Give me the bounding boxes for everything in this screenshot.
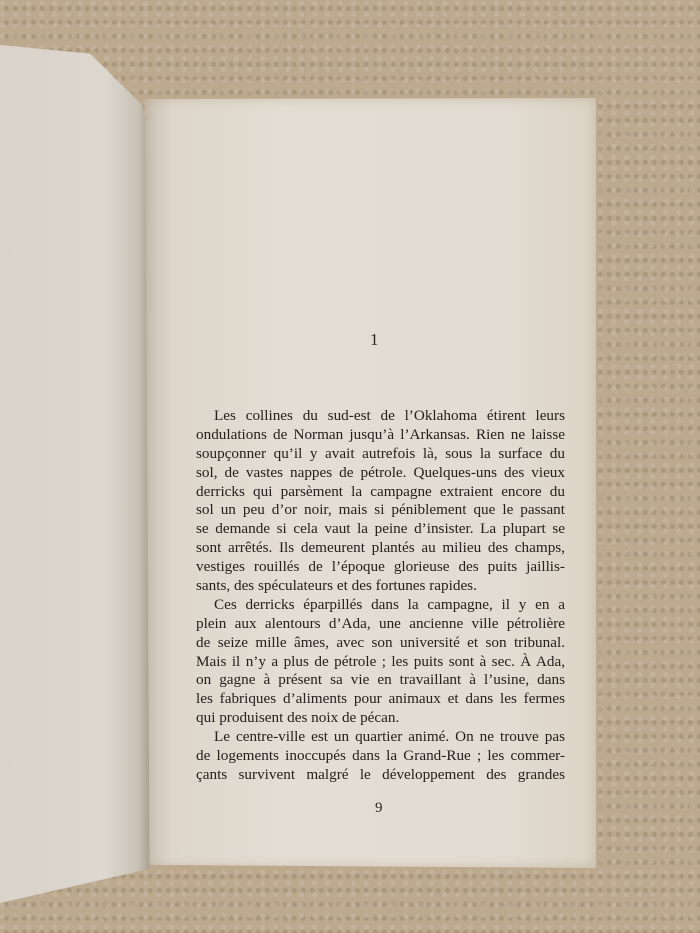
text-line: ondulations de Norman jusqu’à l’Arkansas. Rien ne laisse [196, 425, 565, 443]
chapter-number: 1 [370, 330, 379, 349]
text-line: sol un peu d’or noir, mais si péniblement que le passant [196, 501, 565, 519]
text-line: de logements inoccupés dans la Grand-Rue ; les commer- [196, 747, 565, 765]
text-line: derricks qui parsèment la campagne extraient encore du [196, 482, 565, 500]
text-line: vestiges rouillés de l’époque glorieuse des puits jaillis- [196, 558, 565, 576]
text-line: Le centre-ville est un quartier animé. On ne trouve pas [214, 728, 565, 746]
text-line: Les collines du sud-est de l’Oklahoma étirent leurs [214, 407, 565, 424]
text-line: sants, des spéculateurs et des fortunes rapides. [196, 577, 477, 595]
text-line: sont arrêtés. Ils demeurent plantés au milieu des champs, [196, 539, 565, 557]
body-text [196, 407, 565, 785]
text-line: sol, de vastes nappes de pétrole. Quelques-uns des vieux [196, 463, 565, 481]
text-line: on gagne à présent sa vie en travaillant à l’usine, dans [196, 671, 565, 689]
text-line: les fabriques d’aliments pour animaux et dans les fermes [196, 690, 565, 708]
text-line: plein aux alentours d’Ada, une ancienne ville pétrolière [196, 614, 565, 632]
text-line: soupçonner qu’il y avait autrefois là, sous la surface du [196, 444, 565, 462]
text-line: Ces derricks éparpillés dans la campagne, il y en a [214, 595, 565, 613]
text-line: de seize mille âmes, avec son université et son tribunal. [196, 633, 565, 651]
text-line: Mais il n’y a plus de pétrole ; les puits sont à sec. À Ada, [196, 652, 565, 670]
text-line: se demande si cela vaut la peine d’insister. La plupart se [196, 520, 565, 538]
page-number: 9 [375, 800, 383, 816]
left-page [0, 45, 150, 903]
text-line: çants survivent malgré le développement des grandes [196, 765, 565, 783]
text-line: qui produisent des noix de pécan. [196, 709, 400, 727]
